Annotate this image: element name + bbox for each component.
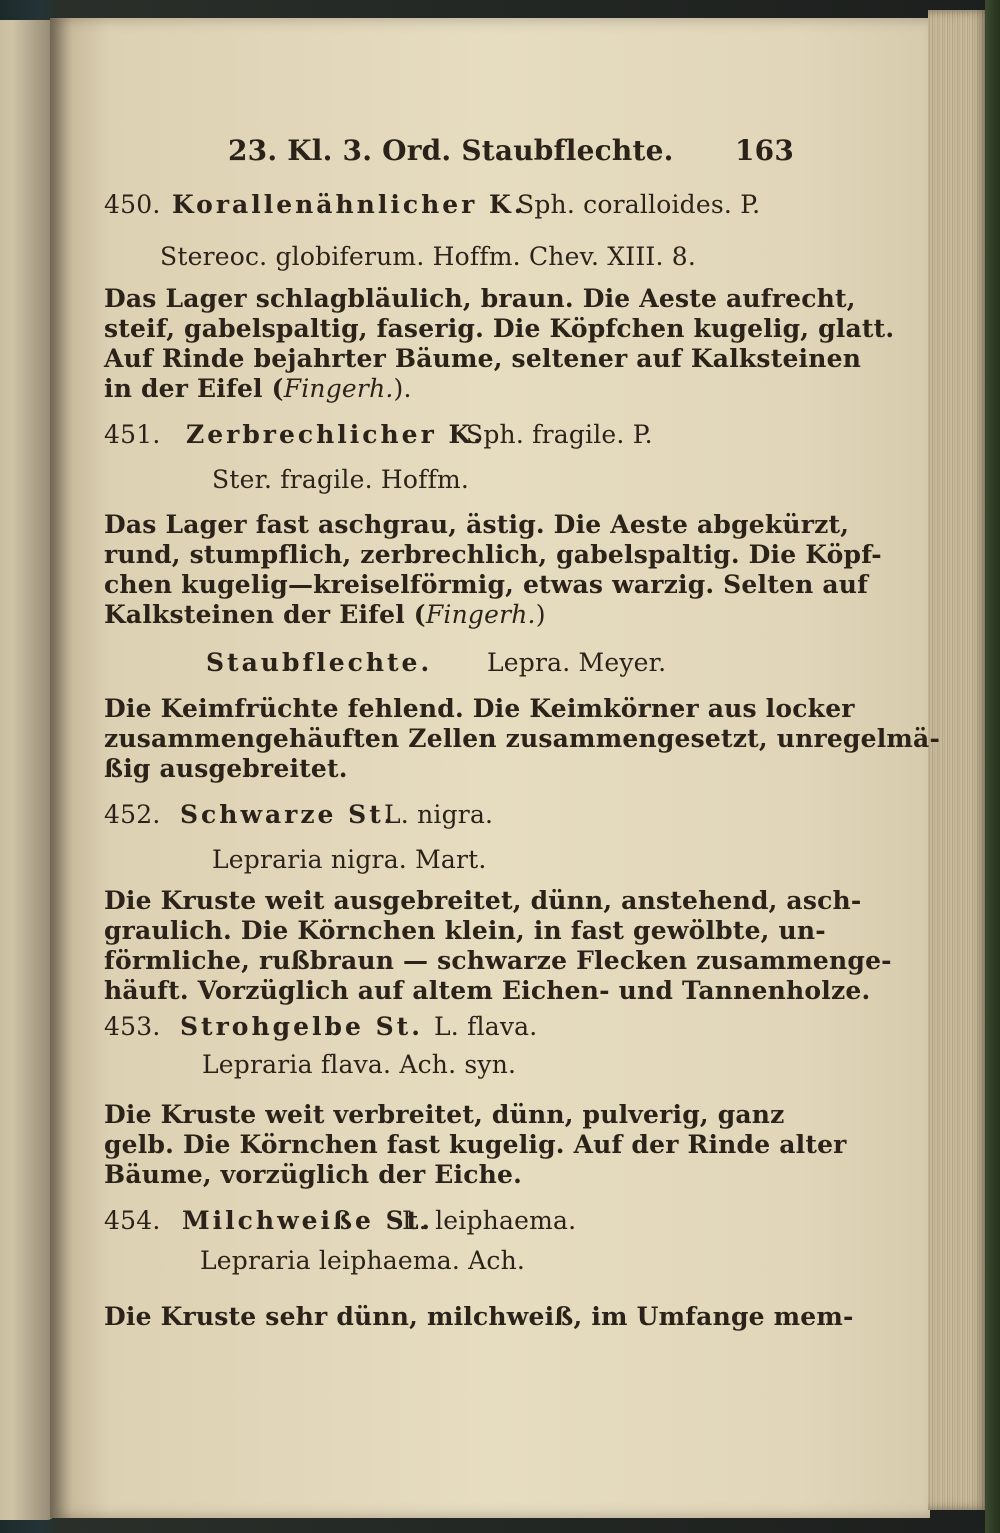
description-line: in der Eifel (Fingerh.). bbox=[104, 374, 412, 403]
description-line: Kalksteinen der Eifel (Fingerh.) bbox=[104, 600, 546, 629]
entry-latin: L. flava. bbox=[434, 1012, 538, 1041]
entry-latin: L. leiphaema. bbox=[402, 1206, 577, 1235]
entry-synonym: Stereoc. globiferum. Hoffm. Chev. XIII. 8. bbox=[160, 242, 697, 271]
genus-latin: Lepra. Meyer. bbox=[487, 648, 667, 677]
entry-name: Strohgelbe St. bbox=[180, 1012, 423, 1041]
description-line: steif, gabelspaltig, faserig. Die Köpfchen kugelig, glatt. bbox=[104, 314, 895, 343]
entry-number: 451. bbox=[104, 420, 161, 449]
description-line: Bäume, vorzüglich der Eiche. bbox=[104, 1160, 523, 1189]
description-line: chen kugelig—kreiselförmig, etwas warzig. Selten auf bbox=[104, 570, 869, 599]
description-line: ßig ausgebreitet. bbox=[104, 754, 348, 783]
description-line: Das Lager fast aschgrau, ästig. Die Aeste abgekürzt, bbox=[104, 510, 850, 539]
entry-number: 453. bbox=[104, 1012, 161, 1041]
description-line: Die Kruste weit verbreitet, dünn, pulverig, ganz bbox=[104, 1100, 785, 1129]
entry-number: 454. bbox=[104, 1206, 161, 1235]
entry-synonym: Ster. fragile. Hoffm. bbox=[212, 465, 470, 494]
description-line: Die Keimfrüchte fehlend. Die Keimkörner aus locker bbox=[104, 694, 855, 723]
description-line: förmliche, rußbraun — schwarze Flecken zusammenge- bbox=[104, 946, 892, 975]
description-line: Das Lager schlagbläulich, braun. Die Aeste aufrecht, bbox=[104, 284, 856, 313]
description-line: Die Kruste weit ausgebreitet, dünn, anstehend, asch- bbox=[104, 886, 862, 915]
description-line: häuft. Vorzüglich auf altem Eichen- und Tannenholze. bbox=[104, 976, 871, 1005]
entry-name: Zerbrechlicher K. bbox=[186, 420, 485, 449]
description-line: graulich. Die Körnchen klein, in fast gewölbte, un- bbox=[104, 916, 826, 945]
description-line: Auf Rinde bejahrter Bäume, seltener auf Kalksteinen bbox=[104, 344, 862, 373]
entry-name: Milchweiße St. bbox=[182, 1206, 433, 1235]
entry-synonym: Lepraria leiphaema. Ach. bbox=[200, 1246, 526, 1275]
entry-name: Korallenähnlicher K. bbox=[172, 190, 526, 219]
running-title: 23. Kl. 3. Ord. Staubflechte. bbox=[228, 134, 674, 167]
entry-name: Schwarze St. bbox=[180, 800, 396, 829]
page-number: 163 bbox=[735, 134, 795, 167]
entry-synonym: Lepraria nigra. Mart. bbox=[212, 845, 487, 874]
entry-number: 452. bbox=[104, 800, 161, 829]
entry-latin: Sph. fragile. P. bbox=[466, 420, 653, 449]
description-line: Die Kruste sehr dünn, milchweiß, im Umfange mem- bbox=[104, 1302, 854, 1331]
description-line: zusammengehäuften Zellen zusammengesetzt, unregelmä- bbox=[104, 724, 941, 753]
entry-latin: Sph. coralloides. P. bbox=[517, 190, 761, 219]
genus-name: Staubflechte. bbox=[206, 648, 433, 677]
entry-number: 450. bbox=[104, 190, 161, 219]
description-line: gelb. Die Körnchen fast kugelig. Auf der Rinde alter bbox=[104, 1130, 847, 1159]
description-line: rund, stumpflich, zerbrechlich, gabelspaltig. Die Köpf- bbox=[104, 540, 882, 569]
entry-latin: L. nigra. bbox=[384, 800, 494, 829]
entry-synonym: Lepraria flava. Ach. syn. bbox=[202, 1050, 517, 1079]
